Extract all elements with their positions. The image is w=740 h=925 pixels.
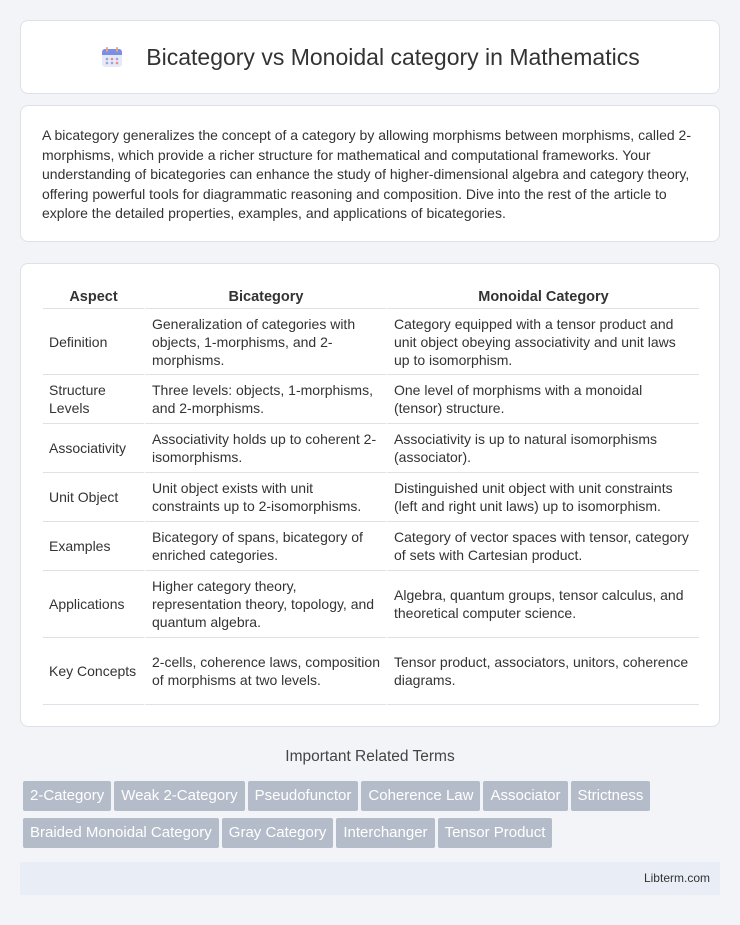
footer <box>20 862 720 895</box>
tag-gray-category[interactable]: Gray Category <box>222 818 334 848</box>
row-monoidal: Tensor product, associators, unitors, coherence diagrams. <box>386 638 699 705</box>
row-bicategory: Higher category theory, representation theory, topology, and quantum algebra. <box>144 571 386 638</box>
tag-interchanger[interactable]: Interchanger <box>336 818 434 848</box>
row-monoidal: Category equipped with a tensor product and unit object obeying associativity and unit laws up to isomorphism. <box>386 309 699 375</box>
table-row <box>43 375 699 424</box>
row-bicategory: Bicategory of spans, bicategory of enriched categories. <box>144 522 386 571</box>
title-card <box>20 20 720 94</box>
row-aspect: Key Concepts <box>43 638 144 705</box>
table-row <box>43 522 699 571</box>
tag-braided-monoidal-category[interactable]: Braided Monoidal Category <box>23 818 219 848</box>
row-aspect: Applications <box>43 571 144 638</box>
row-aspect: Examples <box>43 522 144 571</box>
row-monoidal: Algebra, quantum groups, tensor calculus, and theoretical computer science. <box>386 571 699 638</box>
footer-site-link[interactable]: Libterm.com <box>643 871 710 885</box>
page-title: Bicategory vs Monoidal category in Mathematics <box>146 43 640 70</box>
row-bicategory: Associativity holds up to coherent 2-isomorphisms. <box>144 424 386 473</box>
related-terms-title: Important Related Terms <box>285 748 455 765</box>
row-bicategory: Generalization of categories with objects, 1-morphisms, and 2-morphisms. <box>144 309 386 375</box>
tag-associator[interactable]: Associator <box>483 781 567 811</box>
intro-paragraph: A bicategory generalizes the concept of a category by allowing morphisms between morphisms, called 2-morphisms, which provide a richer structure for mathematical and computational frameworks. Your understanding of bicategories can enhance the study of higher-dimensional algebra and category theory, offering powerful tools for diagrammatic reasoning and composition. Dive into the rest of the article to explore the detailed properties, examples, and applications of bicategories. <box>42 127 691 221</box>
row-aspect: Definition <box>43 309 144 375</box>
intro-card <box>20 105 720 242</box>
row-monoidal: Associativity is up to natural isomorphisms (associator). <box>386 424 699 473</box>
tag-pseudofunctor[interactable]: Pseudofunctor <box>248 781 359 811</box>
header-monoidal: Monoidal Category <box>386 286 699 309</box>
row-aspect: Structure Levels <box>43 375 144 424</box>
row-monoidal: Distinguished unit object with unit constraints (left and right unit laws) up to isomorphism. <box>386 473 699 522</box>
row-monoidal: Category of vector spaces with tensor, category of sets with Cartesian product. <box>386 522 699 571</box>
row-bicategory: Unit object exists with unit constraints up to 2-isomorphisms. <box>144 473 386 522</box>
table-row <box>43 309 699 375</box>
header-aspect: Aspect <box>43 286 144 309</box>
row-aspect: Unit Object <box>43 473 144 522</box>
table-row <box>43 638 699 705</box>
row-aspect: Associativity <box>43 424 144 473</box>
row-bicategory: Three levels: objects, 1-morphisms, and 2-morphisms. <box>144 375 386 424</box>
table-header-row <box>43 286 699 309</box>
tag-tensor-product[interactable]: Tensor Product <box>438 818 553 848</box>
tag-2-category[interactable]: 2-Category <box>23 781 111 811</box>
tag-strictness[interactable]: Strictness <box>571 781 651 811</box>
table-row <box>43 571 699 638</box>
row-bicategory: 2-cells, coherence laws, composition of morphisms at two levels. <box>144 638 386 705</box>
header-bicategory: Bicategory <box>144 286 386 309</box>
tag-coherence-law[interactable]: Coherence Law <box>361 781 480 811</box>
comparison-card <box>20 263 720 727</box>
comparison-table <box>43 286 699 705</box>
tag-weak-2-category[interactable]: Weak 2-Category <box>114 781 244 811</box>
calendar-icon <box>100 45 124 69</box>
table-row <box>43 424 699 473</box>
table-row <box>43 473 699 522</box>
related-terms-tags <box>23 781 723 855</box>
row-monoidal: One level of morphisms with a monoidal (tensor) structure. <box>386 375 699 424</box>
